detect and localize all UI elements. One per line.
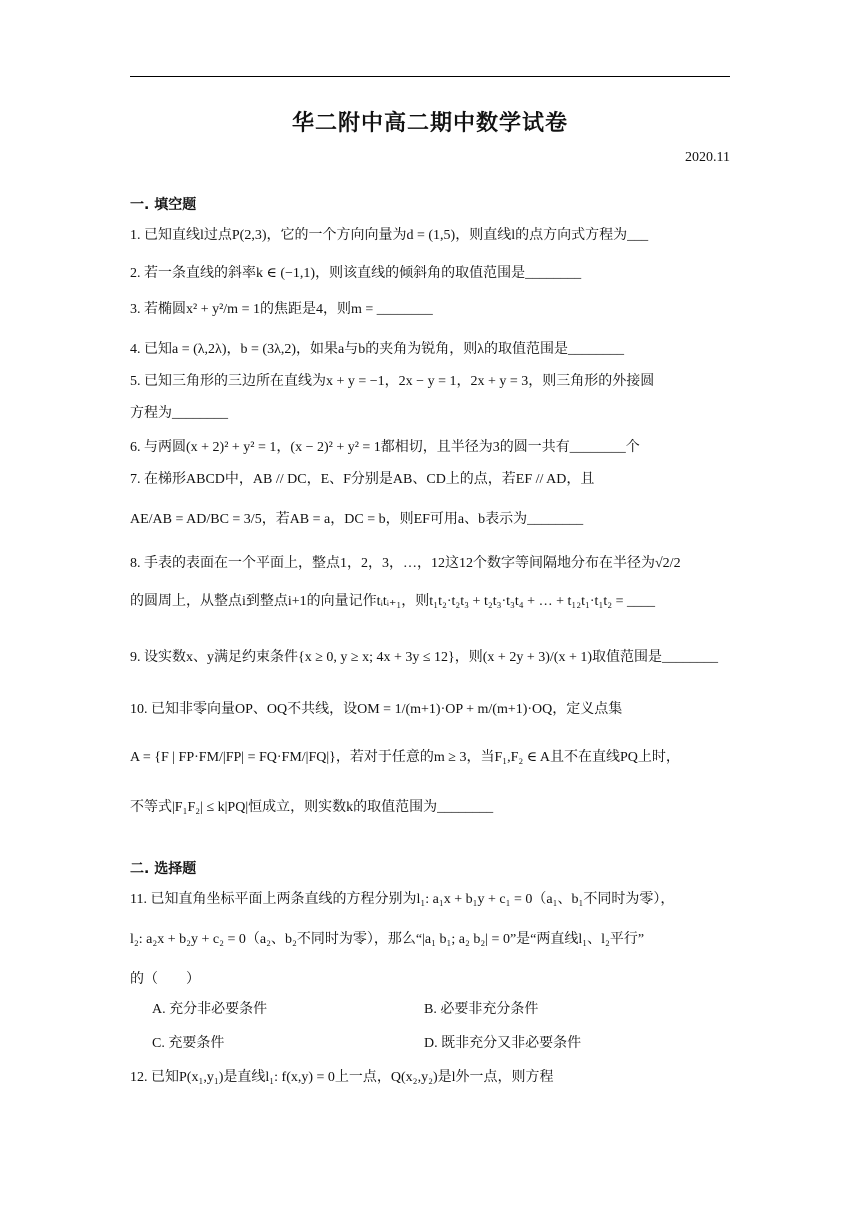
section-multiple-choice: 二. 选择题 [130,861,197,877]
question-11-line-2: l₂: a₂x + b₂y + c₂ = 0（a₂、b₂不同时为零），那么“|a₁ b₁; a₂ b₂| = 0”是“两直线l₁、l₂平行” [130,932,645,947]
question-3: 3. 若椭圆x² + y²/m = 1的焦距是4，则m = ________ [130,302,433,317]
question-10-line-1: 10. 已知非零向量OP、OQ不共线，设OM = 1/(m+1)·OP + m/(m+1)·OQ，定义点集 [130,702,623,717]
question-5-line-2: 方程为________ [130,406,228,421]
question-9: 9. 设实数x、y满足约束条件{x ≥ 0, y ≥ x; 4x + 3y ≤ 12}，则(x + 2y + 3)/(x + 1)取值范围是________ [130,650,718,665]
question-10-line-3: 不等式|F₁F₂| ≤ k|PQ|恒成立，则实数k的取值范围为________ [130,800,494,815]
q11-option-a: A. 充分非必要条件 [152,1002,268,1017]
question-5-line-1: 5. 已知三角形的三边所在直线为x + y = −1，2x − y = 1，2x + y = 3，则三角形的外接圆 [130,374,655,389]
question-10-line-2: A = {F | FP·FM/|FP| = FQ·FM/|FQ|}，若对于任意的m ≥ 3，当F₁,F₂ ∈ A且不在直线PQ上时， [130,750,680,765]
question-12: 12. 已知P(x₁,y₁)是直线l₁: f(x,y) = 0上一点，Q(x₂,y₂)是l外一点，则方程 [130,1070,554,1085]
q11-option-b: B. 必要非充分条件 [424,1002,539,1017]
question-6: 6. 与两圆(x + 2)² + y² = 1，(x − 2)² + y² = 1都相切，且半径为3的圆一共有________个 [130,440,640,455]
top-rule [130,76,730,77]
question-2: 2. 若一条直线的斜率k ∈ (−1,1)，则该直线的倾斜角的取值范围是________ [130,266,582,281]
question-7-line-2: AE/AB = AD/BC = 3/5，若AB = a，DC = b，则EF可用a、b表示为________ [130,512,584,527]
question-1: 1. 已知直线l过点P(2,3)，它的一个方向向量为d = (1,5)，则直线l的点方向式方程为___ [130,228,649,243]
question-4: 4. 已知a = (λ,2λ)，b = (3λ,2)，如果a与b的夹角为锐角，则λ的取值范围是________ [130,342,625,357]
question-11-line-3: 的（ ） [130,972,200,987]
exam-date: 2020.11 [685,150,730,165]
page-title: 华二附中高二期中数学试卷 [291,111,568,136]
question-11-line-1: 11. 已知直角坐标平面上两条直线的方程分别为l₁: a₁x + b₁y + c₁ = 0（a₁、b₁不同时为零）， [130,892,675,907]
q11-option-c: C. 充要条件 [152,1036,225,1051]
question-8-line-1: 8. 手表的表面在一个平面上，整点1，2，3，…，12这12个数字等间隔地分布在半径为√2/2 [130,556,681,571]
question-8-line-2: 的圆周上，从整点i到整点i+1的向量记作tᵢtᵢ₊₁，则t₁t₂·t₂t₃ + t₂t₃·t₃t₄ + … + t₁₂t₁·t₁t₂ = ____ [130,594,655,609]
q11-option-d: D. 既非充分又非必要条件 [424,1036,582,1051]
section-fill-in: 一. 填空题 [130,197,197,213]
question-7-line-1: 7. 在梯形ABCD中，AB // DC，E、F分别是AB、CD上的点，若EF // AD，且 [130,472,595,487]
